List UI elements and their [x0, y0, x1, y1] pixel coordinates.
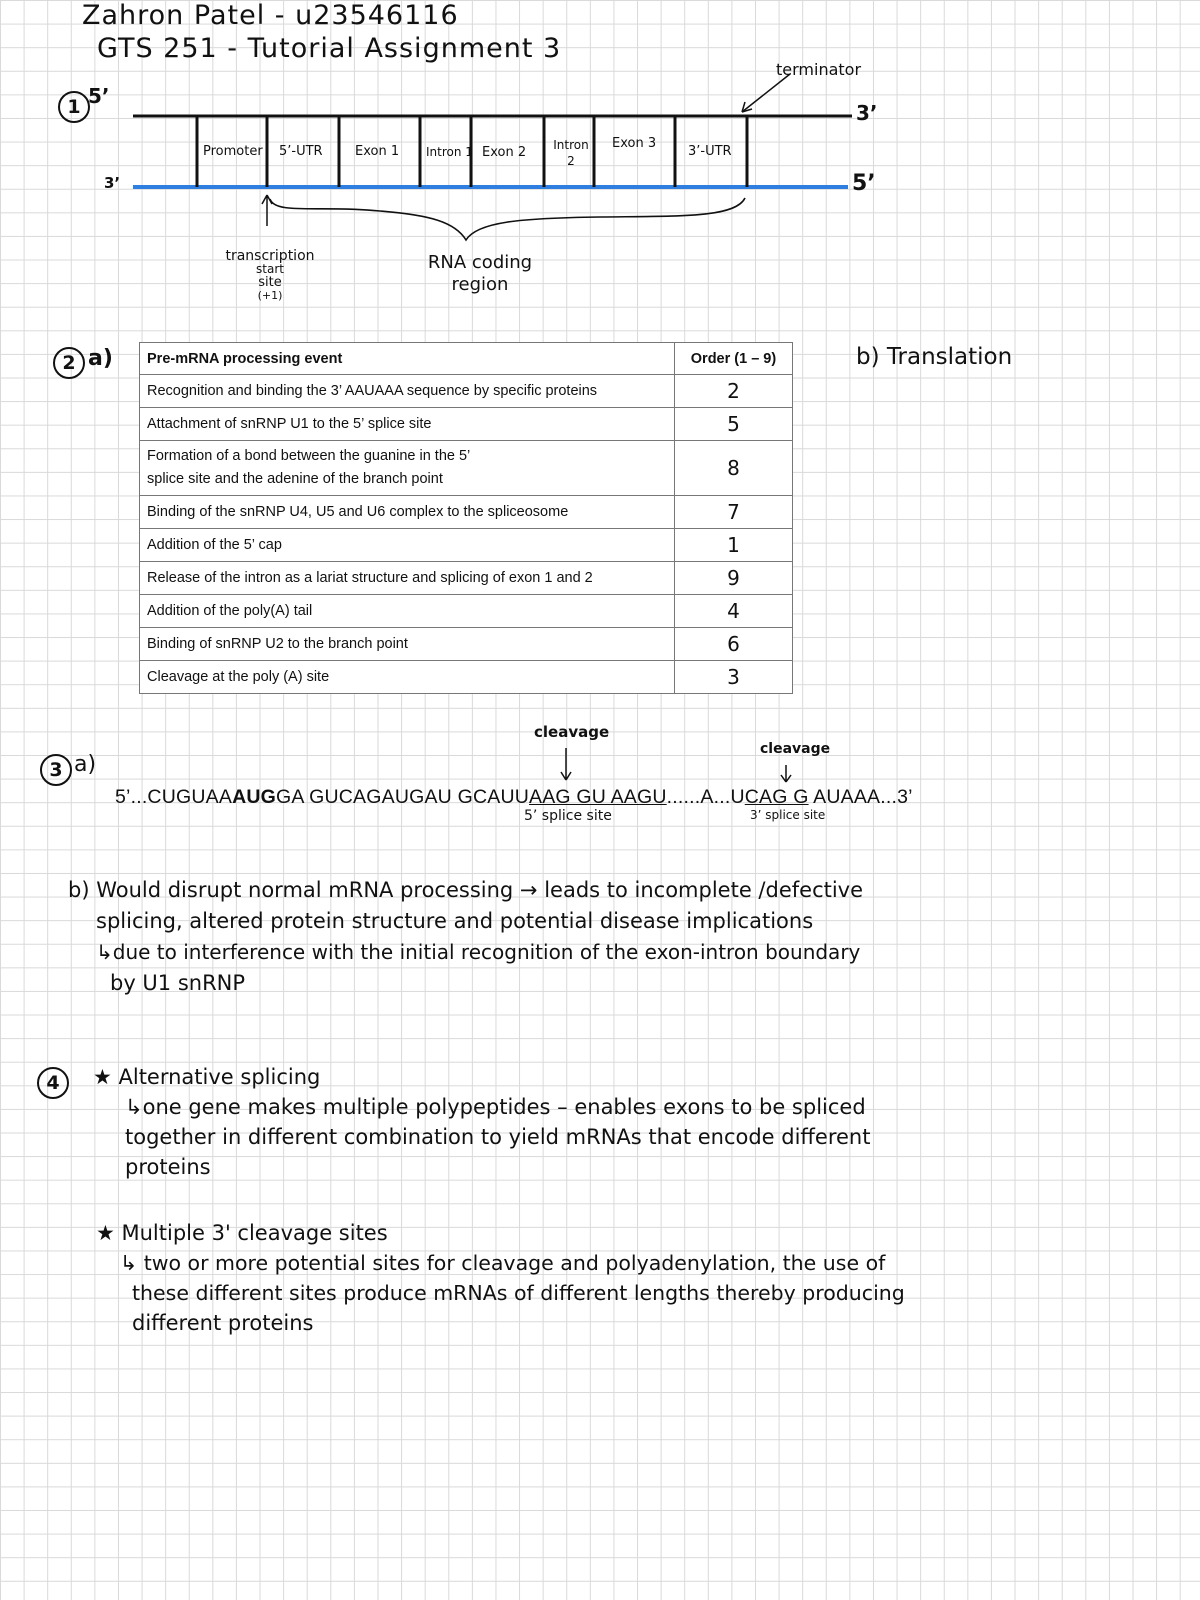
region-exon-3: Exon 3	[612, 136, 657, 151]
order-value: 1	[675, 529, 793, 562]
top-strand-5-label: 5’	[88, 84, 110, 108]
question-1-marker: 1	[58, 91, 90, 123]
table-row: Addition of the poly(A) tail 4	[140, 595, 793, 628]
top-strand-3-label: 3’	[856, 101, 878, 125]
bottom-strand-3-label: 3’	[104, 174, 121, 192]
splice-site-5-label: 5’ splice site	[524, 808, 612, 824]
table-row: Binding of snRNP U2 to the branch point 6	[140, 628, 793, 661]
region-intron-2: Intron 2	[553, 138, 589, 168]
gene-diagram	[0, 0, 1200, 330]
region-exon-2: Exon 2	[482, 145, 527, 160]
question-3-marker: 3	[40, 754, 72, 786]
q4-multiple-cleavage-sites: ★ Multiple 3' cleavage sites ↳ two or more potential sites for cleavage and polyadenylation, the use of these different sites produce mRNAs of different lengths thereby producing different proteins	[96, 1221, 905, 1335]
table-row: Addition of the 5’ cap 1	[140, 529, 793, 562]
tss-label: transcription start site (+1)	[225, 248, 315, 302]
splice-3-region: CAG G	[744, 786, 809, 808]
terminator-arrow	[742, 74, 790, 112]
rna-coding-region-label: RNA coding region	[427, 252, 533, 295]
question-4-marker: 4	[37, 1067, 69, 1099]
bottom-strand-5-label: 5’	[852, 171, 876, 196]
terminator-label: terminator	[776, 60, 862, 79]
region-exon-1: Exon 1	[355, 144, 400, 159]
course-title-line: GTS 251 - Tutorial Assignment 3	[97, 33, 562, 64]
question-2-marker: 2	[53, 347, 85, 379]
order-value: 5	[675, 408, 793, 441]
region-3-utr: 3’-UTR	[688, 144, 732, 159]
order-value: 8	[675, 441, 793, 496]
cleavage-label-2: cleavage	[760, 741, 831, 757]
student-name-line: Zahron Patel - u23546116	[82, 0, 459, 31]
q4-alternative-splicing: ★ Alternative splicing ↳one gene makes multiple polypeptides – enables exons to be spliced together in different combination to yield mRNAs that encode different proteins	[93, 1065, 871, 1179]
order-value: 9	[675, 562, 793, 595]
start-codon: AUG	[232, 786, 276, 808]
order-value: 7	[675, 496, 793, 529]
table-row: Recognition and binding the 3’ AAUAAA sequence by specific proteins 2	[140, 375, 793, 408]
table-row: Formation of a bond between the guanine in the 5’ splice site and the adenine of the branch point 8	[140, 441, 793, 496]
processing-events-table	[139, 342, 793, 694]
splice-5-region: AAG GU AAGU	[529, 786, 667, 808]
region-intron-1: Intron 1	[426, 145, 473, 159]
cleavage-label-1: cleavage	[534, 723, 610, 741]
order-value: 3	[675, 661, 793, 694]
splice-site-3-label: 3’ splice site	[750, 808, 826, 822]
order-value: 6	[675, 628, 793, 661]
region-promoter: Promoter	[203, 144, 263, 159]
q3-part-a-label: a)	[74, 752, 97, 777]
rna-sequence: 5’...CUGUAAAUGGA GUCAGAUGAU GCAUUAAG GU AAGU......A...UCAG G AUAAA...3’	[115, 786, 913, 808]
table-row: Attachment of snRNP U1 to the 5’ splice site 5	[140, 408, 793, 441]
table-header-event: Pre-mRNA processing event	[140, 343, 675, 375]
order-value: 4	[675, 595, 793, 628]
table-row: Cleavage at the poly (A) site 3	[140, 661, 793, 694]
order-value: 2	[675, 375, 793, 408]
table-header-order: Order (1 – 9)	[675, 343, 793, 375]
table-row: Release of the intron as a lariat structure and splicing of exon 1 and 2 9	[140, 562, 793, 595]
table-row: Binding of the snRNP U4, U5 and U6 complex to the spliceosome 7	[140, 496, 793, 529]
q2-part-b-answer: b) Translation	[856, 344, 1013, 370]
q3-part-b-answer: b) Would disrupt normal mRNA processing → leads to incomplete /defective splicing, altered protein structure and potential disease implications ↳due to interference with the initial recognition of the exon-intron boundary by U1 snRNP	[68, 878, 864, 995]
region-5-utr: 5’-UTR	[279, 144, 323, 159]
coding-region-brace	[270, 198, 745, 240]
q2-part-a-label: a)	[88, 346, 113, 371]
